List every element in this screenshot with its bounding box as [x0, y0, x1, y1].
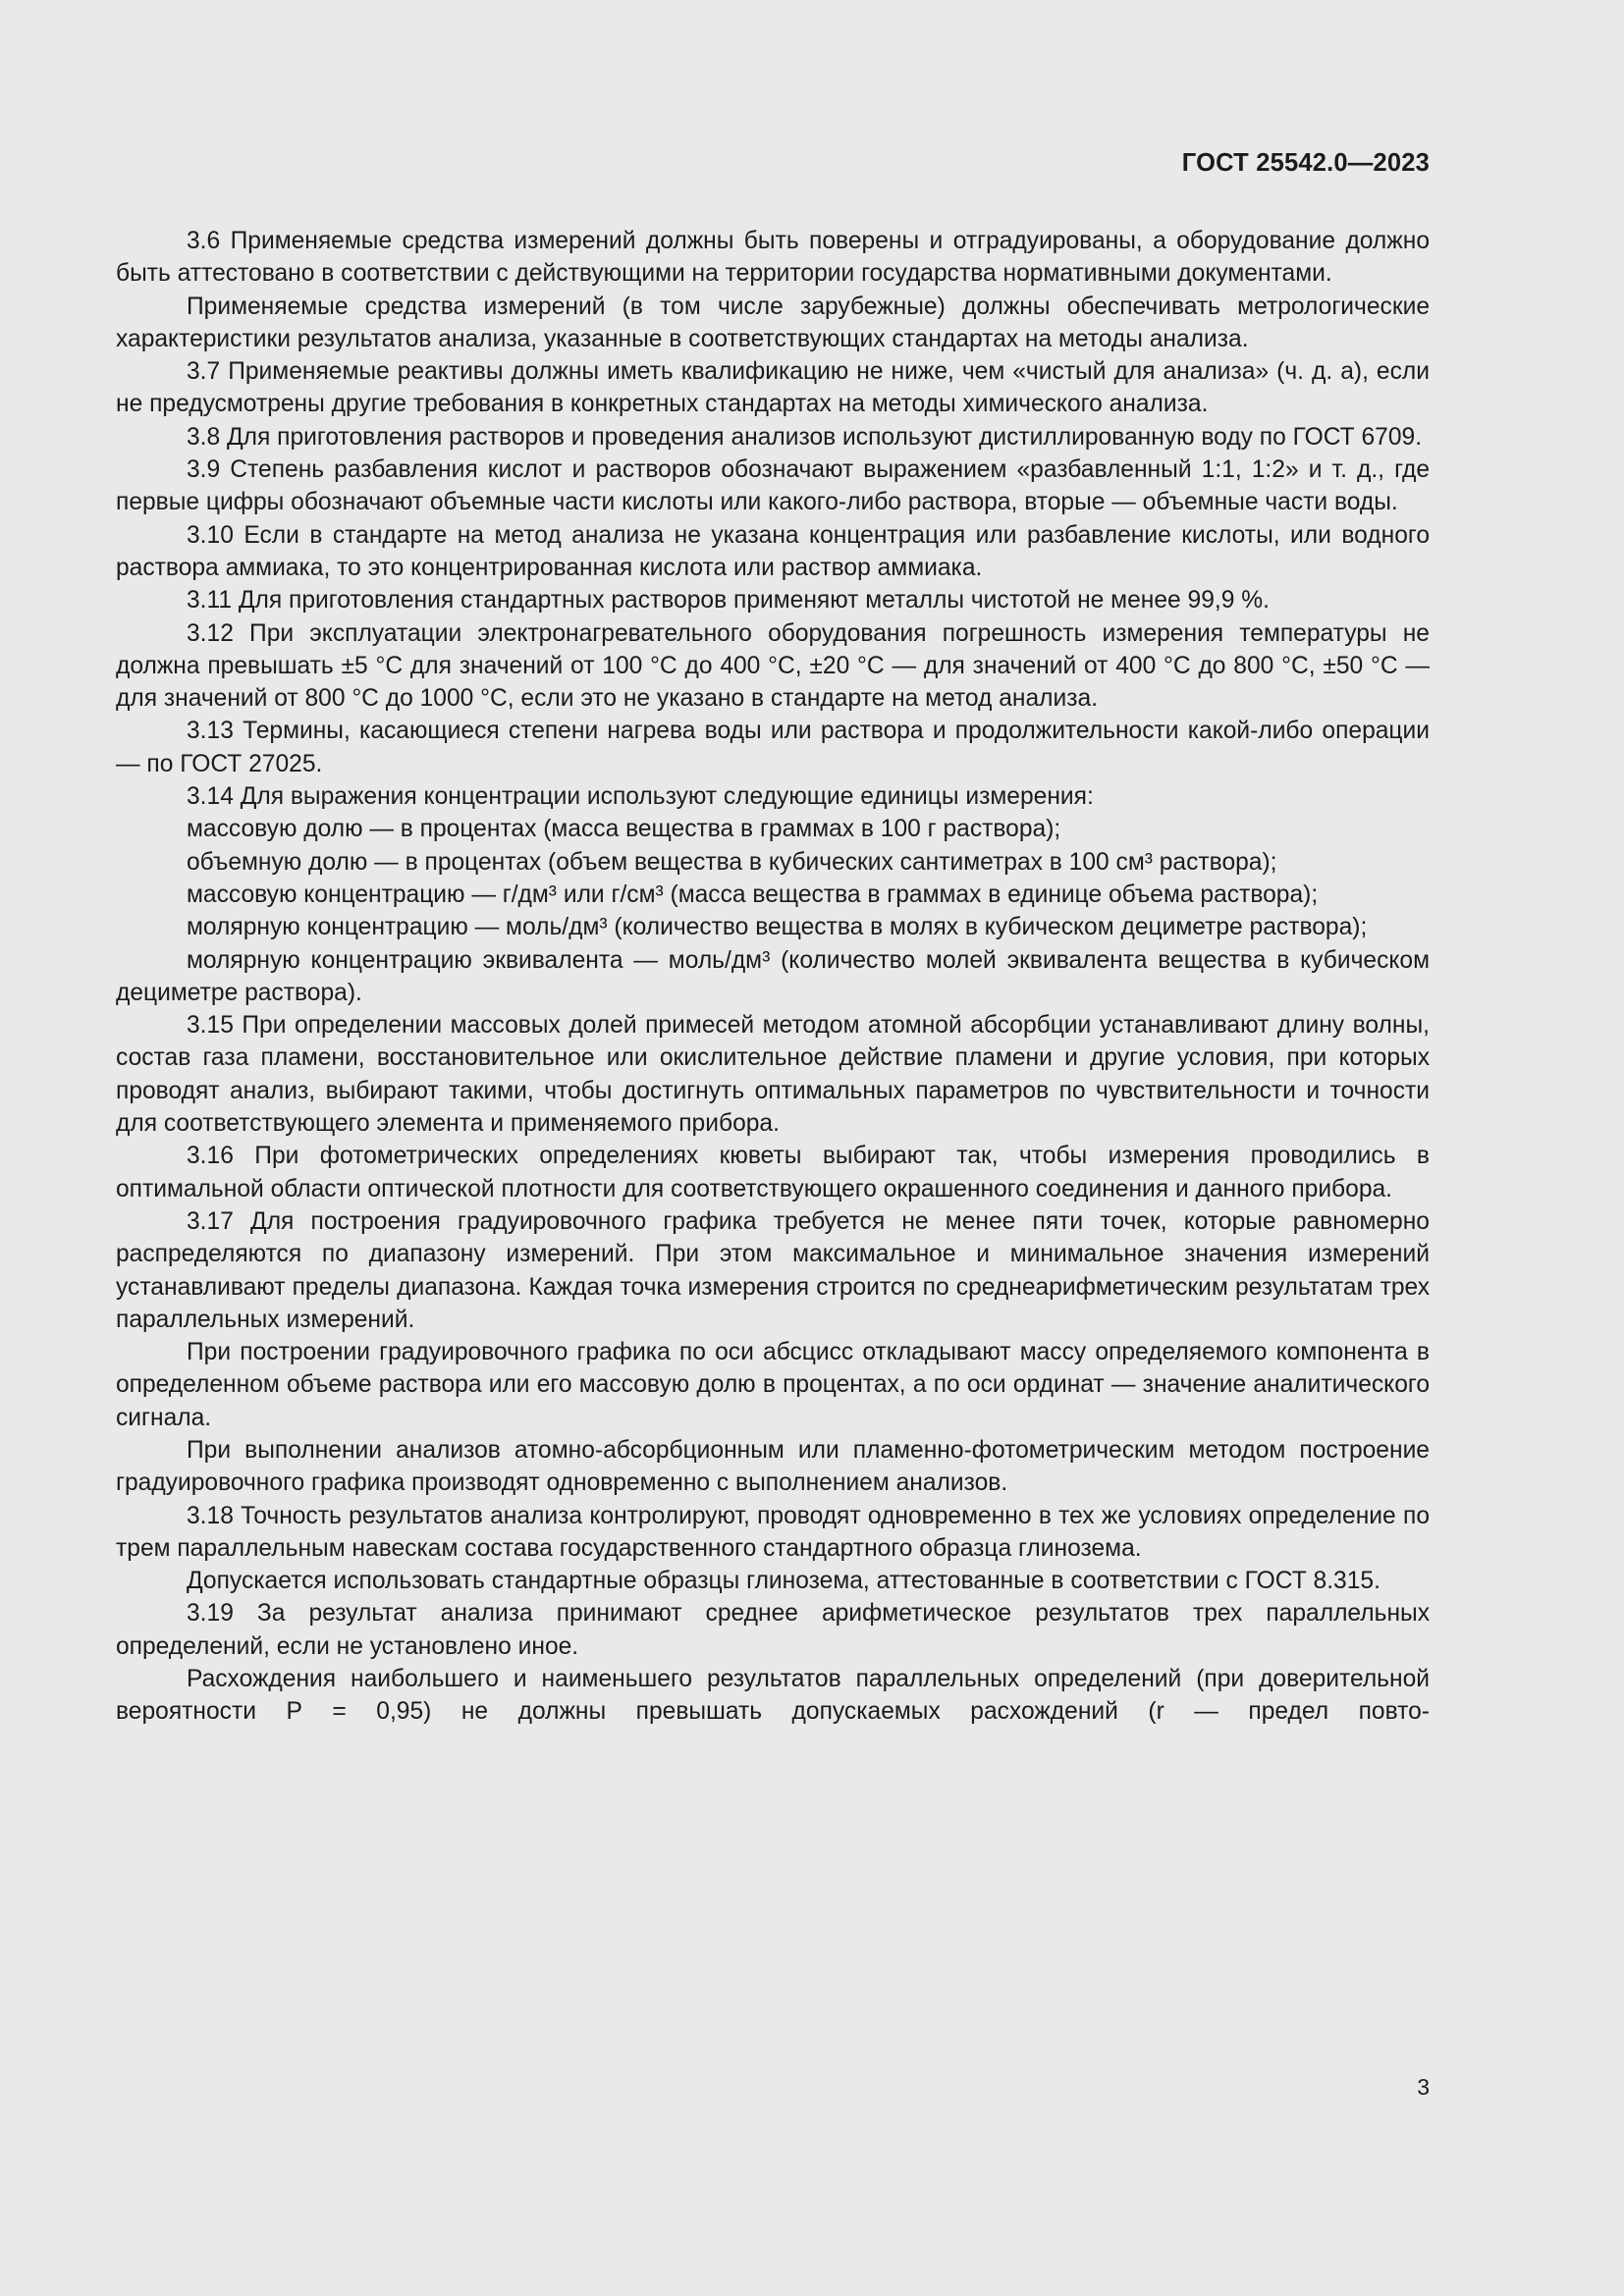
- paragraph-3-6: 3.6 Применяемые средства измерений должны быть поверены и отградуированы, а оборудование должно быть аттестовано в соответствии с действующими на территории государства нормативными документами.: [116, 228, 1430, 288]
- paragraph-3-6-cont: Применяемые средства измерений (в том числе зарубежные) должны обеспечивать метрологические характеристики результатов анализа, указанные в соответствующих стандартах на методы анализа.: [116, 293, 1430, 352]
- paragraph-3-19: 3.19 За результат анализа принимают среднее арифметическое результатов трех параллельных определений, если не установлено иное.: [116, 1600, 1430, 1660]
- paragraph-3-12: 3.12 При эксплуатации электронагревательного оборудования погрешность измерения температуры не должна превышать ±5 °С для значений от 100 °С до 400 °С, ±20 °С — для значений от 400 °С до 800 °С, ±50 °С — для значений от 800 °С до 1000 °С, если это не указано в стандарте на метод анализа.: [116, 619, 1430, 713]
- document-header-code: ГОСТ 25542.0—2023: [1181, 149, 1430, 177]
- list-item-mass-fraction: массовую долю — в процентах (масса вещества в граммах в 100 г раствора);: [187, 816, 1061, 843]
- paragraph-3-7: 3.7 Применяемые реактивы должны иметь квалификацию не ниже, чем «чистый для анализа» (ч. д. а), если не предусмотрены другие требования в конкретных стандартах на методы химического анализа.: [116, 358, 1430, 418]
- list-item-equivalent-concentration: молярную концентрацию эквивалента — моль/дм³ (количество молей эквивалента вещества в кубическом дециметре раствора).: [116, 946, 1430, 1006]
- paragraph-3-17-axes: При построении градуировочного графика по оси абсцисс откладывают массу определяемого компонента в определенном объеме раствора или его массовую долю в процентах, а по оси ординат — значение аналитического сигнала.: [116, 1339, 1430, 1431]
- paragraph-3-15: 3.15 При определении массовых долей примесей методом атомной абсорбции устанавливают длину волны, состав газа пламени, восстановительное или окислительное действие пламени и другие условия, при которых проводят анализ, выбирают такими, чтобы достигнуть оптимальных параметров по чувствительности и точности для соответствующего элемента и применяемого прибора.: [116, 1012, 1430, 1138]
- paragraph-3-10: 3.10 Если в стандарте на метод анализа не указана концентрация или разбавление кислоты, или водного раствора аммиака, то это концентрированная кислота или раствор аммиака.: [116, 521, 1430, 581]
- paragraph-3-13: 3.13 Термины, касающиеся степени нагрева воды или раствора и продолжительности какой-либо операции — по ГОСТ 27025.: [116, 718, 1430, 777]
- paragraph-3-17: 3.17 Для построения градуировочного графика требуется не менее пяти точек, которые равномерно распределяются по диапазону измерений. При этом максимальное и минимальное значения измерений устанавливают пределы диапазона. Каждая точка измерения строится по среднеарифметическим результатам трех параллельных измерений.: [116, 1207, 1430, 1333]
- paragraph-3-16: 3.16 При фотометрических определениях кюветы выбирают так, чтобы измерения проводились в оптимальной области оптической плотности для соответствующего окрашенного соединения и данного прибора.: [116, 1143, 1430, 1202]
- paragraph-3-18-cont: Допускается использовать стандартные образцы глинозема, аттестованные в соответствии с ГОСТ 8.315.: [187, 1568, 1380, 1595]
- paragraph-3-17-atomic: При выполнении анализов атомно-абсорбционным или пламенно-фотометрическим методом построение градуировочного графика производят одновременно с выполнением анализов.: [116, 1436, 1430, 1497]
- paragraph-3-8: 3.8 Для приготовления растворов и проведения анализов используют дистиллированную воду по ГОСТ 6709.: [187, 423, 1423, 451]
- document-body: [116, 225, 1430, 1729]
- paragraph-3-19-cont: Расхождения наибольшего и наименьшего результатов параллельных определений (при доверительной вероятности Р = 0,95) не должны превышать допускаемых расхождений (r — предел повто-: [116, 1666, 1430, 1726]
- list-item-molar-concentration: молярную концентрацию — моль/дм³ (количество вещества в молях в кубическом дециметре раствора);: [187, 914, 1368, 941]
- list-item-volume-fraction: объемную долю — в процентах (объем вещества в кубических сантиметрах в 100 см³ раствора);: [187, 848, 1277, 876]
- list-item-mass-concentration: массовую концентрацию — г/дм³ или г/см³ (масса вещества в граммах в единице объема раствора);: [187, 881, 1319, 908]
- paragraph-3-14: 3.14 Для выражения концентрации используют следующие единицы измерения:: [187, 783, 1094, 811]
- paragraph-3-18: 3.18 Точность результатов анализа контролируют, проводят одновременно в тех же условиях определение по трем параллельным навескам состава государственного стандартного образца глинозема.: [116, 1502, 1430, 1562]
- page-number: 3: [1417, 2074, 1430, 2100]
- paragraph-3-9: 3.9 Степень разбавления кислот и растворов обозначают выражением «разбавленный 1:1, 1:2» и т. д., где первые цифры обозначают объемные части кислоты или какого-либо раствора, вторые — объемные части воды.: [116, 456, 1430, 516]
- paragraph-3-11: 3.11 Для приготовления стандартных растворов применяют металлы чистотой не менее 99,9 %.: [187, 587, 1270, 614]
